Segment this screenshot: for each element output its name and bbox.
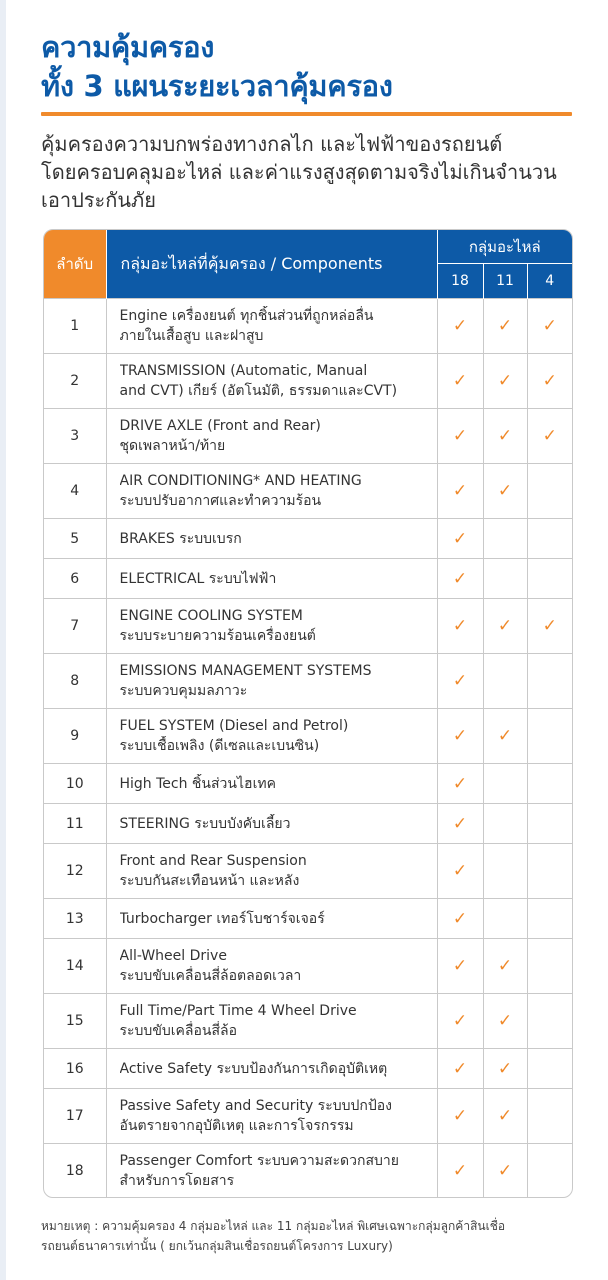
table-row xyxy=(44,599,572,654)
plan-18-cell xyxy=(437,1049,483,1089)
header-no: ลำดับ xyxy=(44,230,106,299)
footnote xyxy=(41,1216,581,1256)
plan-11-cell xyxy=(483,354,527,409)
component-cell xyxy=(106,354,437,409)
plan-18-cell xyxy=(437,599,483,654)
plan-11-cell xyxy=(483,709,527,764)
component-text-line: BRAKES ระบบเบรก xyxy=(119,530,242,547)
check-icon: ✓ xyxy=(497,1058,513,1079)
row-number: 6 xyxy=(44,559,106,599)
subtitle-line-2: โดยครอบคลุมอะไหล่ และค่าแรงสูงสุดตามจริงไม่เกินจำนวน xyxy=(41,160,557,184)
row-number: 18 xyxy=(44,1144,106,1199)
component-cell xyxy=(106,299,437,354)
plan-11-cell xyxy=(483,844,527,899)
component-text-line: STEERING ระบบบังคับเลี้ยว xyxy=(119,815,291,832)
check-icon: ✓ xyxy=(452,813,468,834)
table-row xyxy=(44,939,572,994)
component-cell xyxy=(106,464,437,519)
component-text-line: All-Wheel Drive xyxy=(119,948,227,964)
component-cell xyxy=(106,409,437,464)
row-number: 15 xyxy=(44,994,106,1049)
row-number: 13 xyxy=(44,899,106,939)
header-parts-group: กลุ่มอะไหล่ xyxy=(437,230,572,264)
plan-18-cell xyxy=(437,654,483,709)
component-text-line: ELECTRICAL ระบบไฟฟ้า xyxy=(119,570,277,587)
component-text-line: DRIVE AXLE (Front and Rear) xyxy=(119,418,321,434)
plan-4-cell xyxy=(527,994,572,1049)
plan-11-cell xyxy=(483,464,527,519)
row-number: 12 xyxy=(44,844,106,899)
plan-4-cell xyxy=(527,709,572,764)
title-line-2: ทั้ง 3 แผนระยะเวลาคุ้มครอง xyxy=(41,69,393,103)
component-cell xyxy=(106,1144,437,1199)
table-row xyxy=(44,464,572,519)
plan-4-cell xyxy=(527,899,572,939)
check-icon: ✓ xyxy=(452,1011,468,1031)
plan-18-cell xyxy=(437,764,483,804)
component-text-line: ระบบกันสะเทือนหน้า และหลัง xyxy=(119,873,300,889)
check-icon: ✓ xyxy=(452,956,468,976)
table-row xyxy=(44,994,572,1049)
subtitle-line-3: เอาประกันภัย xyxy=(41,188,156,212)
row-number: 10 xyxy=(44,764,106,804)
plan-11-cell xyxy=(483,1144,527,1199)
component-cell xyxy=(106,709,437,764)
plan-11-cell xyxy=(483,764,527,804)
plan-4-cell xyxy=(527,299,572,354)
plan-4-cell xyxy=(527,464,572,519)
plan-18-cell xyxy=(437,844,483,899)
plan-11-cell xyxy=(483,804,527,844)
component-text-line: AIR CONDITIONING* AND HEATING xyxy=(119,473,362,489)
header-plan-11: 11 xyxy=(483,264,527,299)
title-divider xyxy=(41,112,572,116)
title-line-1: ความคุ้มครอง xyxy=(41,30,215,64)
plan-4-cell xyxy=(527,354,572,409)
plan-18-cell xyxy=(437,994,483,1049)
table-row xyxy=(44,709,572,764)
table-row xyxy=(44,1049,572,1089)
plan-18-cell xyxy=(437,1089,483,1144)
plan-11-cell xyxy=(483,899,527,939)
plan-4-cell xyxy=(527,519,572,559)
table-row xyxy=(44,1144,572,1199)
plan-4-cell xyxy=(527,844,572,899)
check-icon: ✓ xyxy=(452,316,468,336)
check-icon: ✓ xyxy=(497,1106,513,1126)
plan-18-cell xyxy=(437,804,483,844)
table-row xyxy=(44,1089,572,1144)
header-components: กลุ่มอะไหล่ที่คุ้มครอง / Components xyxy=(106,230,437,299)
plan-4-cell xyxy=(527,599,572,654)
component-text-line: TRANSMISSION (Automatic, Manual xyxy=(119,363,368,379)
table-row xyxy=(44,409,572,464)
component-text-line: and CVT) เกียร์ (อัตโนมัติ, ธรรมดาและCVT) xyxy=(119,383,398,399)
plan-11-cell xyxy=(483,1089,527,1144)
component-text-line: FUEL SYSTEM (Diesel and Petrol) xyxy=(119,718,349,734)
check-icon: ✓ xyxy=(452,371,468,391)
check-icon: ✓ xyxy=(452,426,468,446)
component-text-line: ระบบปรับอากาศและทำความร้อน xyxy=(119,493,322,509)
plan-18-cell xyxy=(437,354,483,409)
table-row xyxy=(44,519,572,559)
coverage-description xyxy=(41,130,576,214)
plan-18-cell xyxy=(437,1144,483,1199)
component-text-line: อันตรายจากอุบัติเหตุ และการโจรกรรม xyxy=(119,1118,354,1134)
check-icon: ✓ xyxy=(452,1106,468,1126)
row-number: 5 xyxy=(44,519,106,559)
header-plan-4: 4 xyxy=(527,264,572,299)
check-icon: ✓ xyxy=(452,1058,468,1079)
plan-4-cell xyxy=(527,654,572,709)
plan-11-cell xyxy=(483,1049,527,1089)
table-row xyxy=(44,899,572,939)
check-icon: ✓ xyxy=(497,616,513,636)
check-icon: ✓ xyxy=(542,616,557,636)
component-text-line: สำหรับการโดยสาร xyxy=(119,1173,235,1189)
check-icon: ✓ xyxy=(542,426,557,446)
row-number: 2 xyxy=(44,354,106,409)
subtitle-line-1: คุ้มครองความบกพร่องทางกลไก และไฟฟ้าของรถยนต์ xyxy=(41,132,503,156)
check-icon: ✓ xyxy=(452,861,468,881)
component-text-line: ระบบเชื้อเพลิง (ดีเซลและเบนซิน) xyxy=(119,738,320,754)
plan-18-cell xyxy=(437,939,483,994)
component-text-line: ระบบระบายความร้อนเครื่องยนต์ xyxy=(119,628,316,644)
plan-18-cell xyxy=(437,464,483,519)
component-text-line: Active Safety ระบบป้องกันการเกิดอุบัติเหตุ xyxy=(119,1060,388,1077)
row-number: 7 xyxy=(44,599,106,654)
component-cell xyxy=(106,519,437,559)
check-icon: ✓ xyxy=(497,316,513,336)
component-text-line: ระบบขับเคลื่อนสี่ล้อตลอดเวลา xyxy=(119,968,302,984)
row-number: 17 xyxy=(44,1089,106,1144)
component-text-line: Passive Safety and Security ระบบปกป้อง xyxy=(119,1098,392,1114)
plan-18-cell xyxy=(437,299,483,354)
check-icon: ✓ xyxy=(497,1011,513,1031)
plan-4-cell xyxy=(527,804,572,844)
component-cell xyxy=(106,599,437,654)
plan-18-cell xyxy=(437,409,483,464)
table-row xyxy=(44,559,572,599)
footnote-line-2: รถยนต์ธนาคารเท่านั้น ( ยกเว้นกลุ่มสินเชื่อรถยนต์โครงการ Luxury) xyxy=(41,1239,393,1253)
component-cell xyxy=(106,994,437,1049)
component-text-line: Passenger Comfort ระบบความสะดวกสบาย xyxy=(119,1153,399,1169)
component-text-line: Turbocharger เทอร์โบชาร์จเจอร์ xyxy=(119,910,325,927)
plan-11-cell xyxy=(483,559,527,599)
plan-11-cell xyxy=(483,409,527,464)
component-text-line: ระบบขับเคลื่อนสี่ล้อ xyxy=(119,1023,238,1039)
check-icon: ✓ xyxy=(452,1161,468,1181)
check-icon: ✓ xyxy=(497,726,513,746)
check-icon: ✓ xyxy=(497,481,513,501)
component-cell xyxy=(106,939,437,994)
component-cell xyxy=(106,1049,437,1089)
component-text-line: ระบบควบคุมมลภาวะ xyxy=(119,683,248,699)
plan-4-cell xyxy=(527,1049,572,1089)
row-number: 9 xyxy=(44,709,106,764)
component-text-line: ภายในเสื้อสูบ และฝาสูบ xyxy=(119,328,264,344)
table-row xyxy=(44,354,572,409)
plan-18-cell xyxy=(437,559,483,599)
component-text-line: Full Time/Part Time 4 Wheel Drive xyxy=(119,1003,357,1019)
check-icon: ✓ xyxy=(452,528,468,549)
check-icon: ✓ xyxy=(452,908,468,929)
check-icon: ✓ xyxy=(452,616,468,636)
plan-4-cell xyxy=(527,1144,572,1199)
component-text-line: ENGINE COOLING SYSTEM xyxy=(119,608,303,624)
row-number: 16 xyxy=(44,1049,106,1089)
left-edge-strip xyxy=(0,0,6,1280)
table-row xyxy=(44,299,572,354)
plan-11-cell xyxy=(483,599,527,654)
component-cell xyxy=(106,804,437,844)
plan-4-cell xyxy=(527,764,572,804)
plan-11-cell xyxy=(483,939,527,994)
table-row xyxy=(44,654,572,709)
plan-18-cell xyxy=(437,709,483,764)
check-icon: ✓ xyxy=(452,671,468,691)
check-icon: ✓ xyxy=(452,726,468,746)
plan-11-cell xyxy=(483,519,527,559)
row-number: 3 xyxy=(44,409,106,464)
coverage-table-container xyxy=(43,229,573,1198)
coverage-table xyxy=(44,230,572,1198)
plan-4-cell xyxy=(527,559,572,599)
plan-11-cell xyxy=(483,654,527,709)
row-number: 8 xyxy=(44,654,106,709)
check-icon: ✓ xyxy=(452,481,468,501)
plan-4-cell xyxy=(527,1089,572,1144)
check-icon: ✓ xyxy=(497,1161,513,1181)
check-icon: ✓ xyxy=(497,371,513,391)
component-cell xyxy=(106,1089,437,1144)
component-cell xyxy=(106,844,437,899)
component-text-line: High Tech ชิ้นส่วนไฮเทค xyxy=(119,775,276,792)
component-cell xyxy=(106,559,437,599)
plan-11-cell xyxy=(483,299,527,354)
check-icon: ✓ xyxy=(497,426,513,446)
plan-18-cell xyxy=(437,899,483,939)
component-cell xyxy=(106,654,437,709)
plan-4-cell xyxy=(527,409,572,464)
check-icon: ✓ xyxy=(497,956,513,976)
header-plan-18: 18 xyxy=(437,264,483,299)
component-text-line: EMISSIONS MANAGEMENT SYSTEMS xyxy=(119,663,372,679)
table-row xyxy=(44,764,572,804)
component-cell xyxy=(106,899,437,939)
footnote-line-1: หมายเหตุ : ความคุ้มครอง 4 กลุ่มอะไหล่ และ 11 กลุ่มอะไหล่ พิเศษเฉพาะกลุ่มลูกค้าสินเชื่อ xyxy=(41,1219,506,1233)
check-icon: ✓ xyxy=(452,773,468,794)
component-cell xyxy=(106,764,437,804)
component-text-line: Engine เครื่องยนต์ ทุกชิ้นส่วนที่ถูกหล่อลื่น xyxy=(119,308,374,324)
plan-11-cell xyxy=(483,994,527,1049)
component-text-line: Front and Rear Suspension xyxy=(119,853,307,869)
row-number: 1 xyxy=(44,299,106,354)
table-row xyxy=(44,844,572,899)
check-icon: ✓ xyxy=(452,568,468,589)
plan-4-cell xyxy=(527,939,572,994)
page-title xyxy=(41,28,393,106)
check-icon: ✓ xyxy=(542,316,557,336)
component-text-line: ชุดเพลาหน้า/ท้าย xyxy=(119,438,226,454)
table-row xyxy=(44,804,572,844)
check-icon: ✓ xyxy=(542,371,557,391)
row-number: 14 xyxy=(44,939,106,994)
plan-18-cell xyxy=(437,519,483,559)
row-number: 4 xyxy=(44,464,106,519)
row-number: 11 xyxy=(44,804,106,844)
coverage-table-body xyxy=(44,299,572,1199)
